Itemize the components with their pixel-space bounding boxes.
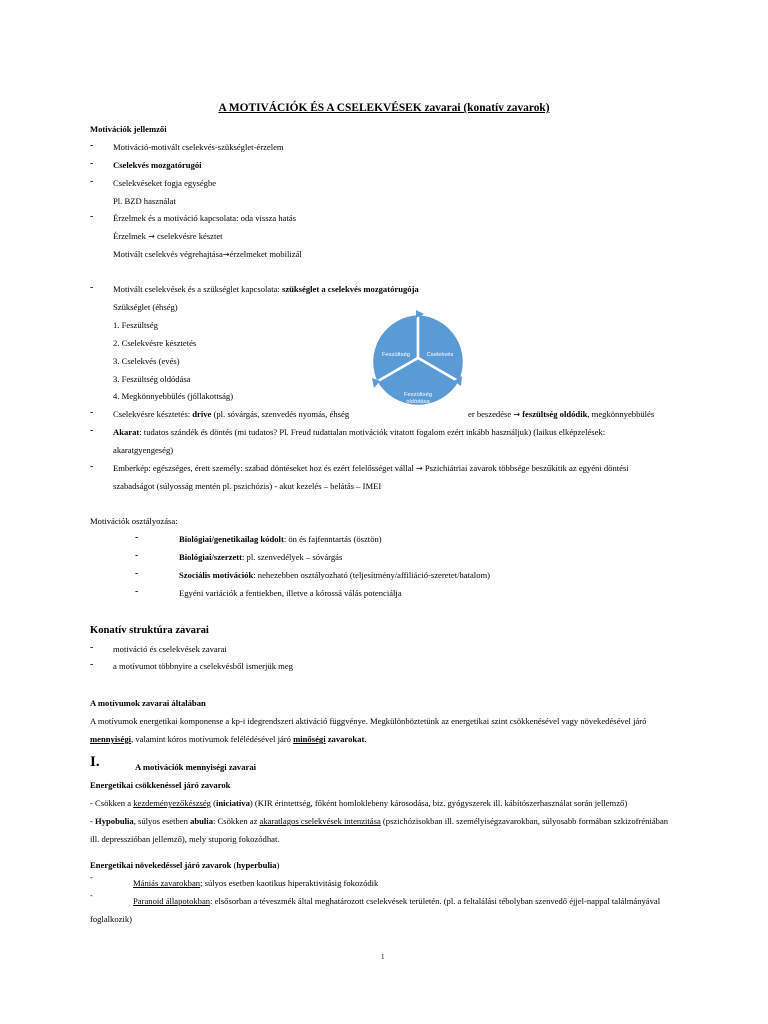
bullet-dash: - [90,211,94,222]
section-heading-motivation-traits: Motivációk jellemzői [90,124,167,134]
list-item: Motiváció-motivált cselekvés-szükséglet-érzelem [113,142,284,152]
paragraph-line [90,734,366,745]
text-run: ) [276,860,280,870]
bullet-dash: - [90,891,93,900]
arrow-right-icon: → [222,250,230,259]
list-item-sub: akaratgyengeség) [113,445,174,455]
bullet-dash: - [90,282,94,293]
list-item-step: 1. Feszültség [113,320,158,330]
bullet-dash: - [90,461,94,472]
cycle-label-oldodas-2: oldódása [406,399,430,405]
bullet-dash: - [90,176,94,187]
text-run: Érzelmek [113,231,146,241]
text-run: . [364,734,367,744]
text-run-bold: iniciatíva [216,798,250,808]
arrow-right-icon: → [416,464,423,473]
cycle-label-feszultseg: Feszültség [381,352,411,358]
list-item [113,409,349,420]
section-heading-konativ: Konatív struktúra zavarai [90,625,209,636]
list-item-continued [468,409,654,420]
section-heading-classification: Motivációk osztályozása: [90,516,178,526]
text-run: cselekvésre késztet [156,231,223,241]
list-item [133,878,378,889]
list-item-sub [113,249,302,260]
bullet-dash: - [90,407,94,418]
list-item [113,284,419,295]
bullet-dash: - [90,140,94,151]
text-run: Emberkép: egészséges, érett személy: szabad döntéseket hoz és ezért felelősséget vállal [113,463,414,473]
text-run: Pszichiátriai zavarok többsége beszűkítik az egyéni döntési [422,463,629,473]
text-run: : nehezebben osztályozható (teljesítmény/affiliáció-szeretet/hatalom) [253,570,491,580]
text-run-underline: akaratlagos cselekvések intenzitása [259,816,381,826]
text-run-bold: Energetikai növekedéssel járó zavarok [90,860,232,870]
list-item-step: 3. Cselekvés (evés) [113,356,180,366]
bullet-dash: - [90,659,94,670]
list-item [179,534,382,545]
arrow-right-icon: → [148,232,155,241]
bullet-dash: - [135,532,139,543]
text-run: ; súlyos esetben kaotikus hiperaktivitásig fokozódik [200,878,379,888]
bullet-dash: - [135,568,139,579]
text-run: : pl. szenvedélyek – sóvárgás [242,552,343,562]
page-number: 1 [381,953,385,961]
text-run-bold-underline: mennyiségi [90,734,132,744]
list-item: Cselekvés mozgatórugói [113,160,202,170]
subheading-decrease: Energetikai csökkenéssel járó zavarok [90,780,231,790]
text-run: , valamint kóros motívumok felélédésével járó [131,734,294,744]
list-item [179,570,490,581]
cycle-label-oldodas-1: Feszültség [403,392,433,398]
text-run: (pszichózisokban ill. személyiségzavarokban, súlyosabb formában szkizofréniában [380,816,669,826]
text-run: er beszedése [468,409,514,419]
text-run-bold: hyperbulia [236,860,277,870]
text-run: : Csökken az [213,816,260,826]
section-numeral: I. [90,754,100,770]
text-run: Cselekvésre késztetés: [113,409,193,419]
text-run-bold: Biológiai/szerzett [179,552,242,562]
arrow-right-icon: → [513,410,521,419]
cycle-diagram [358,306,478,412]
text-run-bold: zavarokat [325,734,365,744]
text-run: , súlyos esetben [133,816,191,826]
text-run: - [90,816,96,826]
list-item: Érzelmek és a motiváció kapcsolata: oda vissza hatás [113,213,297,223]
paragraph-line [90,798,627,809]
list-item [179,552,342,563]
bullet-dash: - [90,425,94,436]
text-run: - Csökken a [90,798,134,808]
text-run: : ön és fajfenntartás (ösztön) [283,534,382,544]
text-run-bold: Szociális motivációk [179,570,254,580]
text-run-underline: kezdeményezőkészség [133,798,211,808]
text-run: , megkönnyebbülés [587,409,655,419]
text-run: : tudatos szándék és döntés (mi tudatos? Pl. Freud tudattalan motivációk vitatott fogalom ezért inkább használjuk) (laikus elképzelések: [139,427,606,437]
text-run-bold: Akarat [113,427,140,437]
list-item-step: 2. Cselekvésre késztetés [113,338,197,348]
cycle-label-cselekves: Cselekvés [426,352,454,358]
text-run-bold: drive [192,409,212,419]
text-run-bold: Hypobulia [95,816,134,826]
list-item-step: 3. Feszültség oldódása [113,374,191,384]
text-run-underline: Paranoid állapotokban [133,896,211,906]
bullet-dash: - [90,642,94,653]
list-item: a motívumot többnyire a cselekvésből ismerjük meg [113,661,293,671]
text-run-bold-underline: minőségi [293,734,326,744]
section-heading-quantitative: A motivációk mennyiségi zavarai [135,762,257,772]
bullet-dash: - [135,586,139,597]
list-item-continued: foglalkozik) [90,914,132,924]
paragraph-line: A motívumok energetikai komponense a kp-i idegrendszeri aktiváció függvénye. Megkülönböztetünk az energetikai szint csökkenésével vagy növekedésével járó [90,716,647,726]
text-run-bold: abulia [190,816,213,826]
list-item-sub [113,231,223,242]
list-item [113,463,629,474]
paragraph-line [90,816,668,827]
list-item [113,427,605,438]
text-run: Motivált cselekvés végrehajtása [113,249,223,259]
list-item-sub: Pl. BZD használat [113,196,176,206]
list-item: Cselekvéseket fogja egységbe [113,178,217,188]
text-run: ) (KIR érintettség, főként homloklebeny károsodása, biz. gyógyszerek ill. kábítószerhasználat során jellemző) [249,798,628,808]
list-item [133,896,660,907]
list-item-sub: szabadságot (súlyosság mentén pl. pszichózis) - akut kezelés – belátás – IMEI [113,481,382,491]
bullet-dash: - [135,550,139,561]
paragraph-line: ill. depresszióban jellemző), mely stuporig fokozódhat. [90,834,280,844]
bullet-dash: - [90,873,93,882]
text-run: (pl. sóvárgás, szenvedés nyomás, éhség [211,409,350,419]
page-title: A MOTIVÁCIÓK ÉS A CSELEKVÉSEK zavarai (konatív zavarok) [218,102,550,114]
list-item-step: 4. Megkönnyebbülés (jóllakottság) [113,391,234,401]
text-run-bold: feszültség oldódik [522,409,588,419]
text-run: Motivált cselekvések és a szükséglet kapcsolata: [113,284,282,294]
text-run-underline: Mániás zavarokban [133,878,201,888]
list-item: Egyéni variációk a fentiekben, illetve a kórossá válás potenciálja [179,588,402,598]
list-item: motiváció és cselekvések zavarai [113,644,227,654]
subheading-increase [90,860,279,871]
list-item-sub: Szükséglet (éhség) [113,302,178,312]
text-run: érzelmeket mobilizál [229,249,302,259]
text-run-bold: Biológiai/genetikailag kódolt [179,534,284,544]
text-run: ( [210,798,216,808]
text-run-bold: szükséglet a cselekvés mozgatórugója [281,284,419,294]
section-heading-motivum: A motívumok zavarai általában [90,698,206,708]
text-run: : elsősorban a téveszmék által meghatározott cselekvések területén. (pl. a feltalálási tébolyban szenvedő éjjel-nappal találmányával [210,896,661,906]
text-run: ( [231,860,237,870]
bullet-dash: - [90,158,94,169]
